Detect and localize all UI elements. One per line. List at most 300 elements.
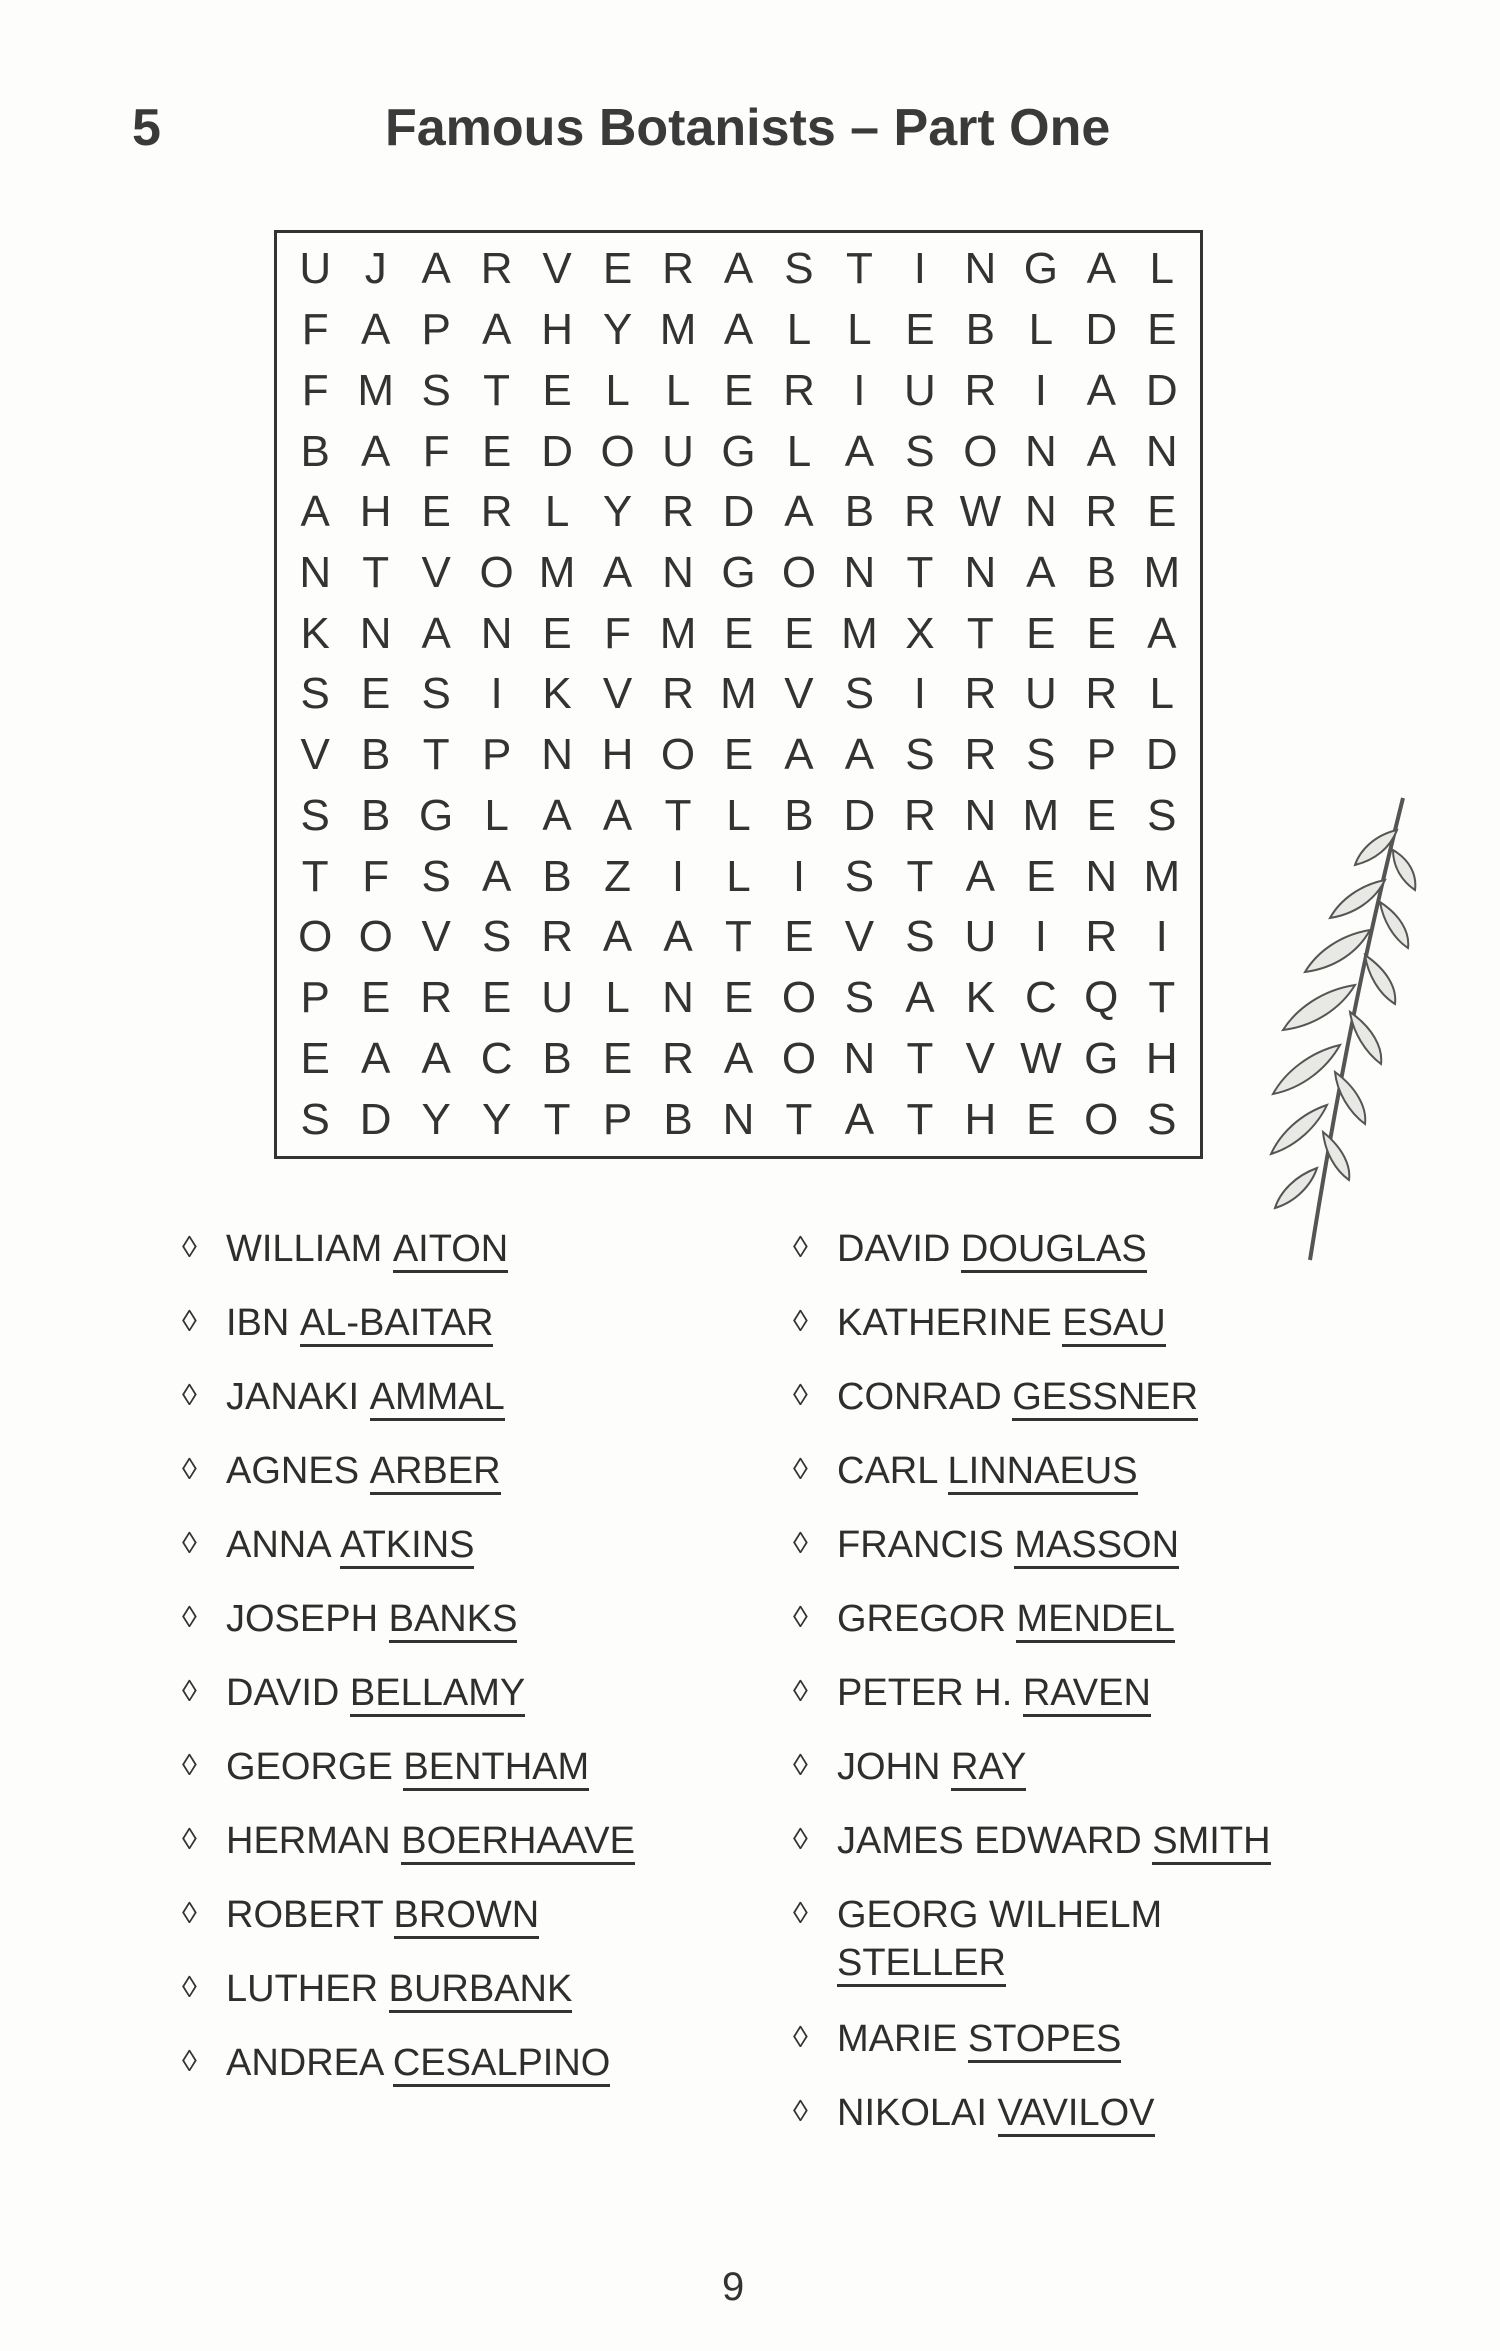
botanist-surname: AITON (393, 1228, 508, 1273)
grid-cell: L (847, 305, 872, 355)
grid-cell: R (662, 244, 694, 294)
grid-cell: A (723, 1033, 754, 1083)
botanist-first-name: AGNES (226, 1450, 360, 1492)
botanist-surname: BENTHAM (403, 1746, 589, 1791)
grid-cell: M (538, 548, 576, 598)
grid-cell: L (726, 851, 751, 901)
botanist-surname: LINNAEUS (948, 1450, 1138, 1495)
grid-cell: B (965, 305, 996, 355)
grid-cell: L (665, 365, 691, 415)
botanist-surname: AL-BAITAR (300, 1302, 494, 1347)
grid-cell: F (301, 365, 329, 415)
grid-cell: B (663, 1094, 693, 1144)
grid-cell: S (421, 851, 451, 901)
grid-cell: S (300, 669, 330, 719)
grid-cell: M (720, 669, 757, 719)
word-list-item (793, 1225, 1393, 1299)
grid-cell: D (359, 1094, 392, 1144)
grid-cell: A (602, 912, 633, 962)
word-list-item (182, 1447, 782, 1521)
word-list-left (182, 1225, 782, 2113)
grid-cell: R (420, 973, 453, 1023)
diamond-bullet-icon: ◊ (182, 1675, 197, 1708)
botanist-surname: BURBANK (389, 1968, 573, 2013)
grid-cell: P (421, 305, 451, 355)
botanist-first-name: GEORG WILHELM (837, 1894, 1163, 1936)
word-list-item (182, 2039, 782, 2113)
grid-cell: O (298, 912, 333, 962)
botanist-first-name: ANNA (226, 1524, 330, 1566)
botanist-surname: STELLER (837, 1942, 1006, 1987)
grid-cell: A (361, 426, 391, 476)
grid-cell: B (844, 487, 875, 537)
grid-cell: N (541, 730, 573, 780)
grid-cell: A (421, 608, 451, 658)
page-title: Famous Botanists – Part One (385, 99, 1111, 157)
puzzle-number: 5 (132, 99, 161, 157)
grid-cell: D (1145, 365, 1178, 415)
grid-cell: I (1155, 912, 1168, 962)
grid-cell: E (723, 365, 754, 415)
grid-cell: S (1147, 790, 1177, 840)
grid-cell: E (1086, 790, 1116, 840)
word-list-item (793, 1743, 1393, 1817)
grid-cell: N (299, 548, 332, 598)
grid-cell: R (964, 365, 997, 415)
grid-cell: C (480, 1033, 513, 1083)
grid-cell: U (1024, 669, 1057, 719)
grid-cell: T (845, 244, 873, 294)
grid-cell: S (844, 973, 875, 1023)
grid-cell: R (783, 365, 815, 415)
grid-cell: T (906, 1094, 934, 1144)
grid-cell: L (484, 790, 509, 840)
grid-cell: V (784, 669, 814, 719)
grid-cell: D (722, 487, 755, 537)
botanist-first-name: IBN (226, 1302, 290, 1344)
grid-cell: Q (1084, 973, 1119, 1023)
diamond-bullet-icon: ◊ (182, 1231, 197, 1264)
grid-cell: A (965, 851, 996, 901)
botanist-first-name: PETER H. (837, 1672, 1013, 1714)
grid-cell: P (1086, 730, 1116, 780)
diamond-bullet-icon: ◊ (793, 1675, 808, 1708)
grid-cell: N (1145, 426, 1178, 476)
grid-cell: H (359, 487, 392, 537)
word-list-item (182, 1669, 782, 1743)
grid-cell: O (781, 548, 817, 598)
grid-cell: O (781, 1033, 817, 1083)
page-number: 9 (722, 2265, 745, 2309)
grid-cell: A (542, 790, 572, 840)
grid-cell: B (300, 426, 330, 476)
grid-cell: H (1145, 1033, 1178, 1083)
grid-cell: U (541, 973, 573, 1023)
grid-cell: O (479, 548, 514, 598)
grid-cell: R (480, 244, 513, 294)
grid-cell: V (844, 912, 875, 962)
grid-cell: A (361, 1033, 391, 1083)
grid-cell: T (966, 608, 994, 658)
grid-cell: Y (421, 1094, 451, 1144)
grid-cell: L (1149, 669, 1174, 719)
botanist-surname: VAVILOV (998, 2092, 1155, 2137)
grid-cell: M (1022, 790, 1060, 840)
grid-cell: E (421, 487, 451, 537)
grid-cell: T (785, 1094, 813, 1144)
grid-cell: R (480, 487, 513, 537)
grid-cell: E (723, 730, 754, 780)
grid-cell: W (1020, 1033, 1062, 1083)
grid-cell: V (602, 669, 633, 719)
grid-cell: A (1147, 608, 1177, 658)
grid-cell: I (1034, 912, 1047, 962)
word-list-item (182, 1595, 782, 1669)
grid-cell: Y (481, 1094, 512, 1144)
word-list-item (793, 1817, 1393, 1891)
grid-cell: A (784, 730, 814, 780)
grid-cell: L (1149, 244, 1174, 294)
grid-cell: V (965, 1033, 996, 1083)
grid-cell: M (357, 365, 395, 415)
grid-cell: A (300, 487, 330, 537)
botanist-first-name: JAMES EDWARD (837, 1820, 1142, 1862)
grid-cell: C (1024, 973, 1057, 1023)
grid-cell: N (662, 548, 694, 598)
botanist-surname: MENDEL (1016, 1598, 1174, 1643)
grid-cell: U (299, 244, 332, 294)
grid-cell: E (1026, 1094, 1056, 1144)
grid-cell: N (1085, 851, 1118, 901)
diamond-bullet-icon: ◊ (793, 2095, 808, 2128)
grid-cell: T (301, 851, 329, 901)
grid-cell: T (906, 548, 934, 598)
grid-cell: T (1148, 973, 1176, 1023)
botanist-first-name: JANAKI (226, 1376, 360, 1418)
botanist-first-name: MARIE (837, 2018, 958, 2060)
diamond-bullet-icon: ◊ (793, 1231, 808, 1264)
grid-cell: T (664, 790, 692, 840)
grid-cell: D (1085, 305, 1118, 355)
grid-cell: A (361, 305, 391, 355)
grid-cell: O (781, 973, 817, 1023)
grid-cell: E (1147, 487, 1177, 537)
grid-cell: N (1024, 426, 1057, 476)
grid-cell: T (725, 912, 752, 962)
diamond-bullet-icon: ◊ (182, 1601, 197, 1634)
grid-cell: S (905, 730, 935, 780)
grid-cell: T (906, 1033, 934, 1083)
grid-cell: E (1026, 608, 1056, 658)
grid-cell: O (358, 912, 393, 962)
word-list-item (793, 1521, 1393, 1595)
grid-cell: A (421, 244, 451, 294)
botanist-surname: GESSNER (1012, 1376, 1198, 1421)
grid-cell: L (605, 365, 630, 415)
grid-cell: T (543, 1094, 571, 1144)
grid-cell: H (601, 730, 634, 780)
grid-cell: P (481, 730, 512, 780)
grid-cell: K (300, 608, 330, 658)
diamond-bullet-icon: ◊ (793, 1601, 808, 1634)
grid-cell: X (905, 608, 935, 658)
grid-cell: O (660, 730, 696, 780)
grid-cell: S (844, 669, 875, 719)
word-list-right (793, 1225, 1393, 2163)
botanist-first-name: GREGOR (837, 1598, 1006, 1640)
grid-cell: F (301, 305, 329, 355)
word-list-item (793, 1373, 1393, 1447)
grid-cell: R (1085, 912, 1118, 962)
diamond-bullet-icon: ◊ (182, 1379, 197, 1412)
grid-cell: H (964, 1094, 997, 1144)
grid-cell: S (481, 912, 512, 962)
grid-cell: B (361, 730, 391, 780)
word-list-item (793, 1669, 1393, 1743)
grid-cell: R (1085, 487, 1118, 537)
grid-cell: N (843, 548, 876, 598)
grid-cell: M (1143, 548, 1181, 598)
grid-cell: S (300, 790, 330, 840)
word-list-item (793, 2089, 1393, 2163)
word-list-item (793, 1891, 1393, 2015)
botanist-surname: RAVEN (1023, 1672, 1151, 1717)
botanist-surname: BROWN (394, 1894, 540, 1939)
botanist-surname: MASSON (1014, 1524, 1179, 1569)
grid-cell: E (1026, 851, 1056, 901)
grid-cell: O (963, 426, 998, 476)
grid-cell: Y (602, 305, 633, 355)
diamond-bullet-icon: ◊ (793, 1379, 808, 1412)
botanist-surname: ESAU (1062, 1302, 1165, 1347)
grid-cell: R (662, 487, 694, 537)
grid-cell: E (723, 973, 754, 1023)
diamond-bullet-icon: ◊ (182, 1527, 197, 1560)
grid-cell: R (904, 487, 936, 537)
grid-cell: G (721, 548, 756, 598)
grid-cell: E (1086, 608, 1116, 658)
grid-cell: O (1084, 1094, 1119, 1144)
grid-cell: E (905, 305, 935, 355)
grid-cell: V (300, 730, 330, 780)
grid-cell: A (602, 548, 633, 598)
word-list-item (182, 1521, 782, 1595)
grid-cell: S (784, 244, 814, 294)
grid-cell: R (964, 730, 997, 780)
grid-cell: T (906, 851, 934, 901)
botanist-first-name: JOHN (837, 1746, 941, 1788)
grid-cell: N (480, 608, 513, 658)
grid-cell: Y (602, 487, 633, 537)
diamond-bullet-icon: ◊ (182, 1971, 197, 2004)
botanist-surname: CESALPINO (393, 2042, 611, 2087)
grid-cell: V (421, 548, 451, 598)
grid-cell: I (490, 669, 503, 719)
grid-cell: I (792, 851, 806, 901)
botanist-surname: SMITH (1152, 1820, 1270, 1865)
word-list-item (182, 1225, 782, 1299)
word-list-item (182, 1891, 782, 1965)
grid-cell: S (1026, 730, 1056, 780)
grid-cell: N (964, 244, 997, 294)
grid-cell: A (663, 912, 693, 962)
botanist-surname: BOERHAAVE (401, 1820, 635, 1865)
diamond-bullet-icon: ◊ (182, 1897, 197, 1930)
grid-cell: E (481, 426, 512, 476)
grid-cell: E (602, 244, 633, 294)
grid-cell: A (844, 1094, 875, 1144)
grid-cell: A (1086, 244, 1116, 294)
grid-cell: G (1084, 1033, 1119, 1083)
grid-cell: I (913, 244, 926, 294)
botanist-surname: DOUGLAS (961, 1228, 1147, 1273)
grid-cell: M (841, 608, 878, 658)
botanist-first-name: CONRAD (837, 1376, 1002, 1418)
grid-cell: F (422, 426, 450, 476)
grid-cell: E (361, 973, 391, 1023)
word-list-item (793, 1595, 1393, 1669)
grid-cell: A (905, 973, 935, 1023)
grid-cell: G (1023, 244, 1058, 294)
grid-cell: K (542, 669, 572, 719)
grid-cell: F (604, 608, 631, 658)
grid-cell: A (844, 426, 875, 476)
botanist-surname: AMMAL (370, 1376, 505, 1421)
grid-cell: E (1147, 305, 1177, 355)
grid-cell: R (662, 1033, 694, 1083)
botanist-first-name: HERMAN (226, 1820, 391, 1862)
botanist-surname: RAY (951, 1746, 1026, 1791)
grid-cell: A (602, 790, 633, 840)
grid-cell: O (600, 426, 635, 476)
word-list-item (793, 1299, 1393, 1373)
grid-cell: G (419, 790, 454, 840)
diamond-bullet-icon: ◊ (182, 1305, 197, 1338)
diamond-bullet-icon: ◊ (182, 1749, 197, 1782)
grid-cell: A (723, 244, 754, 294)
grid-cell: A (844, 730, 875, 780)
botanist-surname: ATKINS (340, 1524, 474, 1569)
grid-cell: M (659, 608, 697, 658)
grid-cell: J (364, 244, 387, 294)
grid-cell: L (544, 487, 570, 537)
grid-cell: E (542, 365, 572, 415)
botanist-first-name: KATHERINE (837, 1302, 1052, 1344)
grid-cell: L (786, 426, 812, 476)
grid-cell: E (300, 1033, 330, 1083)
botanist-first-name: ROBERT (226, 1894, 383, 1936)
grid-cell: S (1147, 1094, 1177, 1144)
grid-cell: R (964, 669, 997, 719)
grid-cell: P (602, 1094, 633, 1144)
grid-cell: W (959, 487, 1002, 537)
word-list-item (793, 2015, 1393, 2089)
botanist-first-name: LUTHER (226, 1968, 379, 2010)
grid-cell: N (843, 1033, 876, 1083)
grid-cell: B (542, 1033, 572, 1083)
botanist-surname: BANKS (389, 1598, 518, 1643)
grid-cell: L (1028, 305, 1054, 355)
fern-leaf-icon (1225, 790, 1425, 1270)
word-list-item (793, 1447, 1393, 1521)
grid-cell: T (483, 365, 511, 415)
grid-cell: E (784, 912, 814, 962)
grid-cell: Z (604, 851, 631, 901)
grid-cell: D (1145, 730, 1178, 780)
grid-cell: B (784, 790, 814, 840)
diamond-bullet-icon: ◊ (793, 2021, 808, 2054)
grid-cell: E (481, 973, 512, 1023)
grid-cell: B (361, 790, 391, 840)
diamond-bullet-icon: ◊ (182, 1453, 197, 1486)
diamond-bullet-icon: ◊ (793, 1527, 808, 1560)
grid-cell: I (913, 669, 926, 719)
grid-cell: V (542, 244, 572, 294)
grid-cell: E (723, 608, 754, 658)
grid-cell: N (964, 790, 997, 840)
botanist-first-name: DAVID (837, 1228, 951, 1270)
word-list-item (182, 1373, 782, 1447)
grid-cell: A (421, 1033, 451, 1083)
grid-cell: E (602, 1033, 633, 1083)
grid-cell: U (964, 912, 997, 962)
grid-cell: B (1086, 548, 1116, 598)
grid-cell: U (904, 365, 936, 415)
grid-cell: A (784, 487, 814, 537)
botanist-surname: STOPES (968, 2018, 1121, 2063)
grid-cell: R (541, 912, 573, 962)
botanist-first-name: WILLIAM (226, 1228, 383, 1270)
grid-cell: S (300, 1094, 330, 1144)
botanist-first-name: JOSEPH (226, 1598, 379, 1640)
grid-cell: D (843, 790, 876, 840)
grid-cell: S (844, 851, 875, 901)
grid-cell: E (542, 608, 572, 658)
grid-cell: L (786, 305, 812, 355)
botanist-first-name: DAVID (226, 1672, 340, 1714)
grid-cell: K (965, 973, 996, 1023)
word-list-item (182, 1743, 782, 1817)
diamond-bullet-icon: ◊ (793, 1823, 808, 1856)
grid-cell: D (541, 426, 573, 476)
diamond-bullet-icon: ◊ (793, 1749, 808, 1782)
grid-cell: I (853, 365, 866, 415)
grid-cell: A (723, 305, 754, 355)
grid-cell: N (359, 608, 392, 658)
diamond-bullet-icon: ◊ (182, 2045, 197, 2078)
grid-cell: A (481, 305, 512, 355)
grid-cell: T (362, 548, 390, 598)
grid-cell: R (1085, 669, 1118, 719)
grid-cell: S (421, 365, 451, 415)
grid-cell: R (904, 790, 936, 840)
grid-cell: T (422, 730, 450, 780)
grid-cell: N (662, 973, 694, 1023)
grid-cell: U (662, 426, 694, 476)
grid-cell: H (541, 305, 573, 355)
grid-cell: I (1034, 365, 1047, 415)
grid-cell: F (362, 851, 390, 901)
grid-cell: A (481, 851, 512, 901)
botanist-first-name: GEORGE (226, 1746, 393, 1788)
word-list-item (182, 1299, 782, 1373)
botanist-first-name: CARL (837, 1450, 937, 1492)
grid-cell: N (1024, 487, 1057, 537)
grid-cell: V (421, 912, 451, 962)
grid-cell: S (905, 912, 935, 962)
grid-cell: N (964, 548, 997, 598)
grid-cell: S (421, 669, 451, 719)
